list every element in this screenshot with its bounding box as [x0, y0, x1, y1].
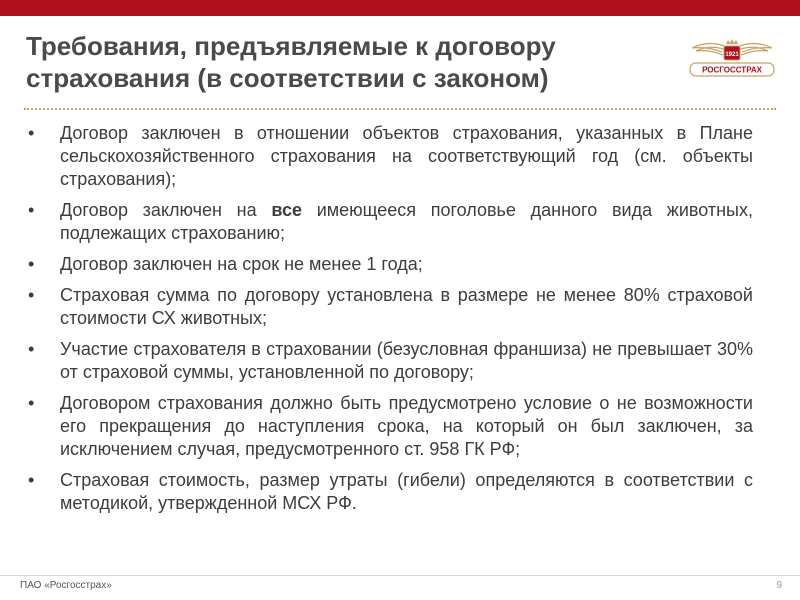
requirement-text-bold: все: [271, 200, 302, 220]
requirement-text: Страховая сумма по договору установлена в размере не менее 80% страховой стоимости СХ животных;: [60, 285, 753, 328]
top-accent-bar: [0, 0, 800, 16]
logo-emblem-text: 1921: [725, 52, 739, 58]
bullet-marker: •: [28, 285, 35, 305]
bullet-marker: •: [28, 123, 35, 143]
bullet-marker: •: [28, 254, 35, 274]
logo-brand-text: РОСГОССТРАХ: [702, 65, 762, 75]
requirement-text: Договор заключен на срок не менее 1 года;: [60, 254, 423, 274]
requirement-item: [28, 392, 753, 461]
requirement-text: Страховая стоимость, размер утраты (гибели) определяются в соответствии с методикой, утвержденной МСХ РФ.: [60, 470, 753, 513]
requirement-text: Участие страхователя в страховании (безусловная франшиза) не превышает 30% от страховой суммы, установленной по договору;: [60, 339, 753, 382]
requirement-text: Договор заключен в отношении объектов страхования, указанных в Плане сельскохозяйственного страхования на соответствующий год (см. объекты страхования);: [60, 123, 753, 189]
bullet-marker: •: [28, 470, 35, 490]
logo-crown: [726, 39, 738, 44]
requirement-text-after: имеющееся поголовье данного вида животных, подлежащих страхованию;: [60, 200, 753, 243]
requirement-item: [28, 338, 753, 384]
requirement-item: [28, 122, 753, 191]
requirements-list: [28, 122, 753, 523]
bullet-marker: •: [28, 200, 35, 220]
requirement-item: [28, 199, 753, 245]
footer-divider: [0, 575, 800, 576]
requirement-item: [28, 284, 753, 330]
requirement-text: Договором страхования должно быть предусмотрено условие о не возможности его прекращения до наступления срока, на который он был заключен, за исключением случая, предусмотренного ст. 958 ГК РФ;: [60, 393, 753, 459]
requirement-item: [28, 253, 753, 276]
requirement-text-before: Договор заключен на: [60, 200, 272, 220]
slide-title: Требования, предъявляемые к договору страхования (в соответствии с законом): [26, 31, 556, 93]
page-number: 9: [776, 580, 782, 591]
bullet-marker: •: [28, 339, 35, 359]
rosgosstrakh-logo: [684, 38, 780, 86]
footer-company-name: ПАО «Росгосстрах»: [20, 580, 112, 591]
bullet-marker: •: [28, 393, 35, 413]
title-divider: [24, 108, 776, 110]
requirement-item: [28, 469, 753, 515]
